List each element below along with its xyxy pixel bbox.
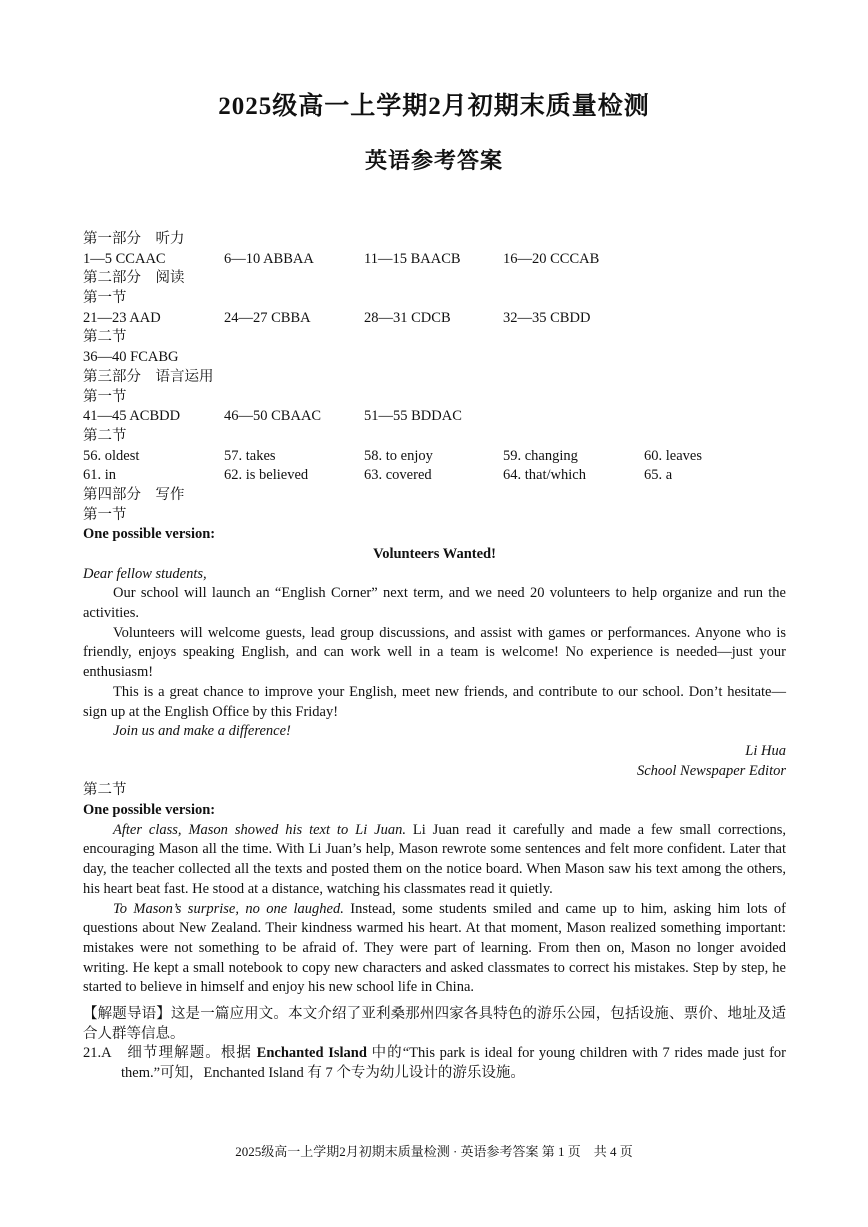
answer-group: 1—5 CCAAC <box>83 250 166 267</box>
analysis-q21 <box>83 1044 786 1083</box>
story-lead: After class, Mason showed his text to Li Juan. <box>113 821 406 838</box>
part2-section1: 第一节 <box>83 290 127 307</box>
answer-group: 46—50 CBAAC <box>224 408 322 425</box>
version-label: One possible version: <box>83 526 216 543</box>
part4-heading: 第四部分 写作 <box>83 486 185 503</box>
answer-group: 21—23 AAD <box>83 309 161 326</box>
answer-group: 36—40 FCABG <box>83 349 179 366</box>
letter-paragraph: Volunteers will welcome guests, lead group discussions, and assist with games or performances. Anyone who is friendly, enjoys speaking English, and can work well in a team is welcome! No experience is needed—just your enthusiasm! <box>83 624 786 681</box>
letter-paragraph: This is a great chance to improve your English, meet new friends, and contribute to our school. Don’t hesitate—sign up at the English Office by this Friday! <box>83 683 786 720</box>
part2-heading: 第二部分 阅读 <box>83 270 185 287</box>
answer-group: 16—20 CCCAB <box>503 250 600 267</box>
part3-section1: 第一节 <box>83 388 127 405</box>
answer-item: 57. takes <box>224 447 276 464</box>
q21-bold: Enchanted Island <box>256 1045 367 1062</box>
answer-group: 11—15 BAACB <box>364 250 461 267</box>
part3-heading: 第三部分 语言运用 <box>83 368 214 385</box>
story-paragraph <box>83 900 786 999</box>
signature-name: Li Hua <box>745 743 786 759</box>
part3-row2 <box>83 466 786 486</box>
part4-section2: 第二节 <box>83 782 127 799</box>
story-body: Instead, some students smiled and came up to him, asking him lots of questions about New Zealand. Their kindness warmed his heart. At that moment, Mason realized something important: mistakes were not something to be afraid of. They were part of learning. From then on, Mason no longer avoided writing. He kept a small notebook to copy new characters and asked classmates to correct his mistakes. Step by step, he started to believe in himself and enjoy his new school life in China. <box>83 900 786 996</box>
part2-answers2 <box>83 348 786 368</box>
q21-prefix: 21.A 细节理解题。根据 <box>83 1045 257 1062</box>
part1-heading: 第一部分 听力 <box>83 231 185 247</box>
part2-answers1 <box>83 309 786 329</box>
answer-item: 60. leaves <box>644 447 702 464</box>
signature-title: School Newspaper Editor <box>636 762 786 779</box>
answer-group: 24—27 CBBA <box>224 309 311 326</box>
answer-group: 51—55 BDDAC <box>364 408 462 425</box>
analysis-intro: 【解题导语】这是一篇应用文。本文介绍了亚利桑那州四家各具特色的游乐公园，包括设施、票价、地址及适合人群等信息。 <box>83 1006 786 1042</box>
answer-item: 63. covered <box>364 467 432 484</box>
answer-item: 62. is believed <box>224 467 309 484</box>
letter-paragraph: Our school will launch an “English Corner” next term, and we need 20 volunteers to help organize and run the activities. <box>83 585 786 622</box>
answer-group: 41—45 ACBDD <box>83 408 181 425</box>
answer-item: 56. oldest <box>83 447 140 464</box>
part3-answers1 <box>83 407 786 427</box>
answer-item: 59. changing <box>503 447 578 464</box>
q21-suffix: 中的“This park is ideal for young children with 7 rides made just for them.”可知，Enchanted Island 有 7 个专为幼儿设计的游乐设施。 <box>121 1045 787 1082</box>
answer-group: 32—35 CBDD <box>503 309 591 326</box>
answer-item: 65. a <box>644 467 673 484</box>
part1-answers <box>83 250 786 270</box>
answer-item: 61. in <box>83 467 117 484</box>
story-lead: To Mason’s surprise, no one laughed. <box>113 900 344 917</box>
answer-item: 64. that/which <box>503 467 586 484</box>
letter-closing: Join us and make a difference! <box>113 723 291 740</box>
letter-greeting: Dear fellow students, <box>83 565 207 582</box>
answer-item: 58. to enjoy <box>364 447 433 464</box>
part4-section1: 第一节 <box>83 506 127 523</box>
version-label: One possible version: <box>83 802 216 819</box>
story-paragraph <box>83 821 786 900</box>
part2-section2: 第二节 <box>83 329 127 346</box>
letter-title: Volunteers Wanted! <box>373 546 496 562</box>
part3-section2: 第二节 <box>83 427 127 444</box>
page-footer: 2025级高一上学期2月初期末质量检测 · 英语参考答案 第 1 页 共 4 页 <box>235 1144 633 1159</box>
story-body: Li Juan read it carefully and made a few small corrections, encouraging Mason all the time. With Li Juan’s help, Mason rewrote some sentences and felt more confident. Later that day, the teacher collected all the texts and posted them on the notice board. When Mason saw his text among the others, his heart beat fast. He stood at a distance, watching his classmates read it quietly. <box>83 821 786 897</box>
answer-content <box>83 230 786 1084</box>
answer-group: 6—10 ABBAA <box>224 250 314 267</box>
answer-group: 28—31 CDCB <box>364 309 451 326</box>
part3-row1 <box>83 447 786 467</box>
document-title: 2025级高一上学期2月初期末质量检测 <box>218 93 650 120</box>
document-subtitle: 英语参考答案 <box>364 148 503 173</box>
